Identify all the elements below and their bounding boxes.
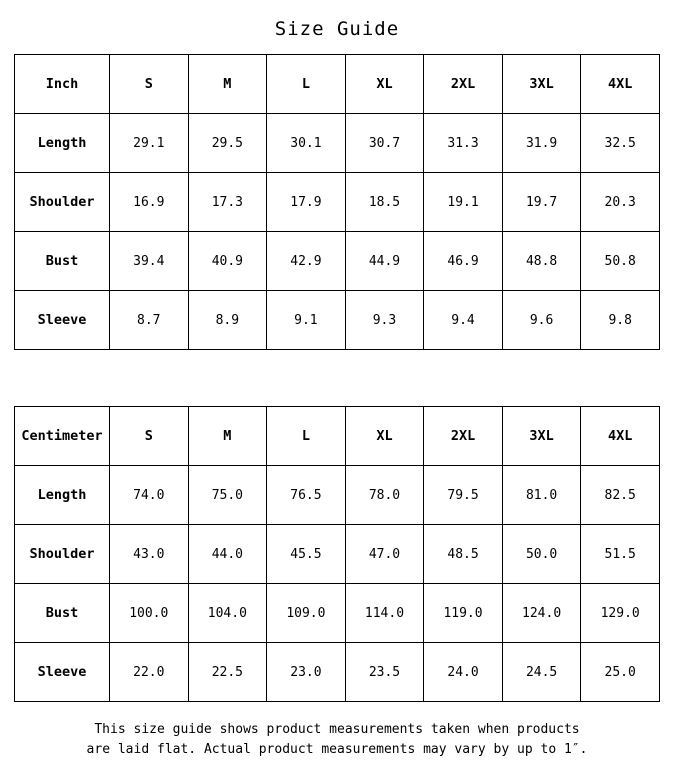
cell-value: 39.4 <box>110 232 189 291</box>
cell-value: 44.0 <box>188 525 267 584</box>
cell-value: 30.7 <box>345 114 424 173</box>
cell-value: 9.1 <box>267 291 346 350</box>
table-separator <box>14 350 660 406</box>
unit-label-inch: Inch <box>15 55 110 114</box>
cell-value: 9.8 <box>581 291 660 350</box>
column-header-2xl: 2XL <box>424 407 503 466</box>
unit-label-centimeter: Centimeter <box>15 407 110 466</box>
cell-value: 48.8 <box>502 232 581 291</box>
footnote-line-2: are laid flat. Actual product measurements may vary by up to 1″. <box>86 742 588 757</box>
cell-value: 16.9 <box>110 173 189 232</box>
cell-value: 43.0 <box>110 525 189 584</box>
table-row <box>15 114 660 173</box>
cell-value: 109.0 <box>267 584 346 643</box>
table-row <box>15 466 660 525</box>
cell-value: 47.0 <box>345 525 424 584</box>
cell-value: 24.5 <box>502 643 581 702</box>
cell-value: 45.5 <box>267 525 346 584</box>
cell-value: 50.0 <box>502 525 581 584</box>
column-header-m: M <box>188 55 267 114</box>
cell-value: 75.0 <box>188 466 267 525</box>
table-row <box>15 525 660 584</box>
column-header-m: M <box>188 407 267 466</box>
cell-value: 104.0 <box>188 584 267 643</box>
centimeter-size-table <box>14 406 660 702</box>
cell-value: 8.9 <box>188 291 267 350</box>
row-label-length: Length <box>15 114 110 173</box>
cell-value: 76.5 <box>267 466 346 525</box>
inch-size-table <box>14 54 660 350</box>
column-header-2xl: 2XL <box>424 55 503 114</box>
cell-value: 19.1 <box>424 173 503 232</box>
table-header-row <box>15 55 660 114</box>
cell-value: 114.0 <box>345 584 424 643</box>
column-header-xl: XL <box>345 55 424 114</box>
cell-value: 50.8 <box>581 232 660 291</box>
cell-value: 82.5 <box>581 466 660 525</box>
row-label-bust: Bust <box>15 232 110 291</box>
cell-value: 22.0 <box>110 643 189 702</box>
table-header-row <box>15 407 660 466</box>
page-title: Size Guide <box>274 18 400 40</box>
cell-value: 100.0 <box>110 584 189 643</box>
cell-value: 46.9 <box>424 232 503 291</box>
row-label-sleeve: Sleeve <box>15 291 110 350</box>
cell-value: 32.5 <box>581 114 660 173</box>
cell-value: 44.9 <box>345 232 424 291</box>
column-header-xl: XL <box>345 407 424 466</box>
cell-value: 29.5 <box>188 114 267 173</box>
cell-value: 119.0 <box>424 584 503 643</box>
cell-value: 40.9 <box>188 232 267 291</box>
row-label-length: Length <box>15 466 110 525</box>
cell-value: 31.3 <box>424 114 503 173</box>
column-header-s: S <box>110 407 189 466</box>
cell-value: 23.0 <box>267 643 346 702</box>
cell-value: 8.7 <box>110 291 189 350</box>
cell-value: 25.0 <box>581 643 660 702</box>
cell-value: 79.5 <box>424 466 503 525</box>
table-row <box>15 584 660 643</box>
cell-value: 78.0 <box>345 466 424 525</box>
cell-value: 129.0 <box>581 584 660 643</box>
cell-value: 9.3 <box>345 291 424 350</box>
row-label-shoulder: Shoulder <box>15 525 110 584</box>
footnote <box>14 702 660 760</box>
footnote-line-1: This size guide shows product measurements taken when products <box>94 722 580 737</box>
cell-value: 17.9 <box>267 173 346 232</box>
cell-value: 18.5 <box>345 173 424 232</box>
cell-value: 24.0 <box>424 643 503 702</box>
cell-value: 9.6 <box>502 291 581 350</box>
column-header-4xl: 4XL <box>581 55 660 114</box>
table-row <box>15 232 660 291</box>
cell-value: 22.5 <box>188 643 267 702</box>
column-header-l: L <box>267 407 346 466</box>
cell-value: 29.1 <box>110 114 189 173</box>
row-label-shoulder: Shoulder <box>15 173 110 232</box>
column-header-3xl: 3XL <box>502 55 581 114</box>
cell-value: 31.9 <box>502 114 581 173</box>
table-row <box>15 173 660 232</box>
cell-value: 19.7 <box>502 173 581 232</box>
column-header-3xl: 3XL <box>502 407 581 466</box>
column-header-l: L <box>267 55 346 114</box>
row-label-bust: Bust <box>15 584 110 643</box>
cell-value: 42.9 <box>267 232 346 291</box>
column-header-4xl: 4XL <box>581 407 660 466</box>
cell-value: 48.5 <box>424 525 503 584</box>
cell-value: 20.3 <box>581 173 660 232</box>
cell-value: 124.0 <box>502 584 581 643</box>
table-row <box>15 291 660 350</box>
cell-value: 30.1 <box>267 114 346 173</box>
cell-value: 51.5 <box>581 525 660 584</box>
cell-value: 81.0 <box>502 466 581 525</box>
cell-value: 17.3 <box>188 173 267 232</box>
column-header-s: S <box>110 55 189 114</box>
cell-value: 9.4 <box>424 291 503 350</box>
table-row <box>15 643 660 702</box>
row-label-sleeve: Sleeve <box>15 643 110 702</box>
cell-value: 74.0 <box>110 466 189 525</box>
cell-value: 23.5 <box>345 643 424 702</box>
